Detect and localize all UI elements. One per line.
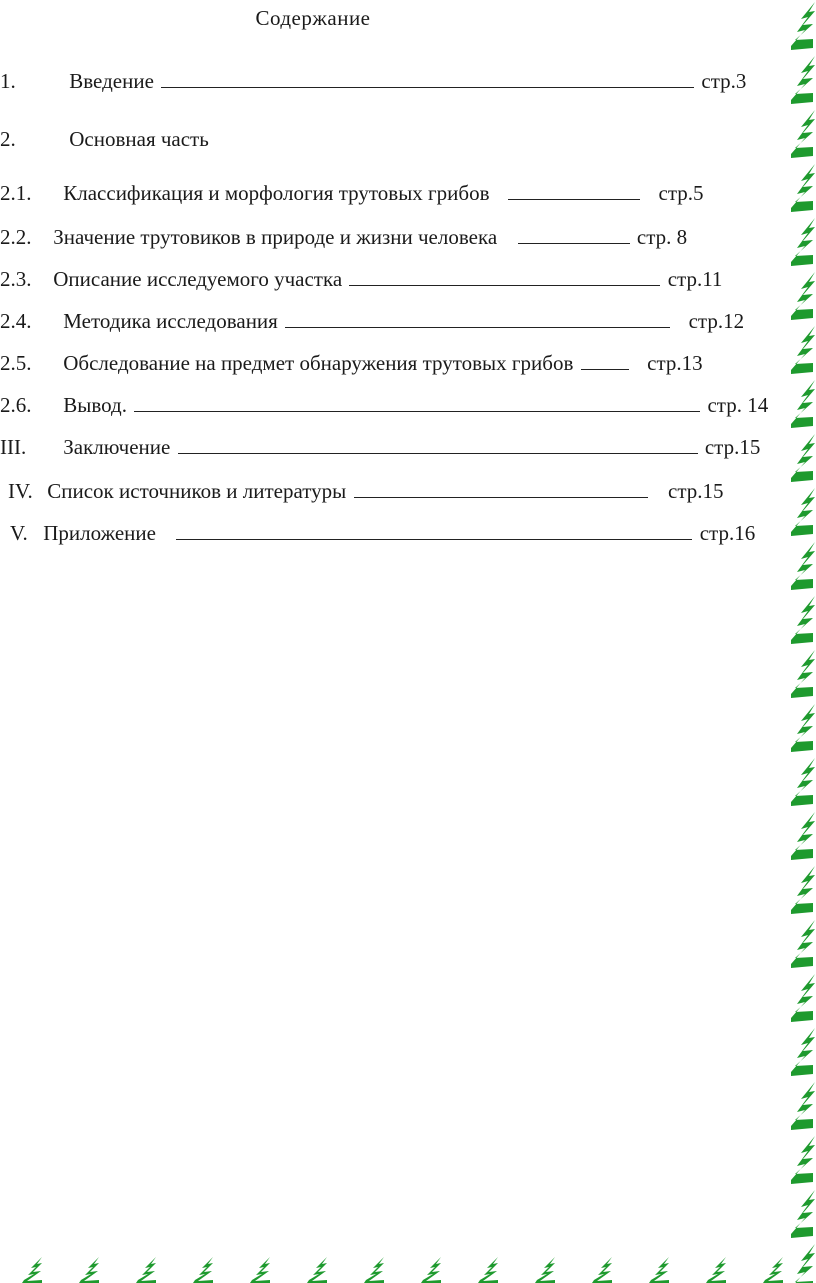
toc-number: 2. xyxy=(0,127,16,151)
toc-line-2-2[interactable] xyxy=(0,222,687,252)
toc-text: Приложение xyxy=(43,521,156,545)
fir-tree-icon xyxy=(791,272,815,320)
fir-tree-icon xyxy=(193,1257,213,1283)
toc-number: 2.1. xyxy=(0,181,32,205)
toc-text: Классификация и морфология трутовых грибов xyxy=(63,181,490,205)
toc-page: стр. 14 xyxy=(707,393,769,417)
fir-tree-icon xyxy=(791,110,815,158)
toc-line-2-4[interactable] xyxy=(0,306,744,336)
fir-tree-icon xyxy=(791,974,815,1022)
fir-tree-icon xyxy=(791,488,815,536)
fir-tree-icon xyxy=(791,1190,815,1238)
leader-rule xyxy=(508,178,640,200)
toc-page: стр.11 xyxy=(667,267,723,291)
leader-rule xyxy=(354,476,648,498)
toc-text: Значение трутовиков в природе и жизни человека xyxy=(53,225,498,249)
fir-tree-icon xyxy=(421,1257,441,1283)
toc-text: Обследование на предмет обнаружения трутовых грибов xyxy=(63,351,574,375)
fir-tree-border-bottom xyxy=(0,1255,790,1283)
fir-tree-icon xyxy=(791,1136,815,1184)
fir-tree-icon xyxy=(791,434,815,482)
fir-tree-icon xyxy=(791,56,815,104)
toc-number: III. xyxy=(0,435,27,459)
toc-number: 2.4. xyxy=(0,309,32,333)
leader-rule xyxy=(178,432,698,454)
fir-tree-icon xyxy=(791,920,815,968)
toc-line-2-3[interactable] xyxy=(0,264,722,294)
fir-tree-icon xyxy=(791,380,815,428)
fir-tree-icon xyxy=(364,1257,384,1283)
toc-number: 1. xyxy=(0,69,16,93)
fir-tree-icon xyxy=(791,866,815,914)
toc-text: Методика исследования xyxy=(63,309,278,333)
fir-tree-icon xyxy=(79,1257,99,1283)
toc-text: Список источников и литературы xyxy=(47,479,347,503)
toc-number: V. xyxy=(10,521,28,545)
toc-line-2-1[interactable] xyxy=(0,178,704,208)
toc-number: 2.3. xyxy=(0,267,32,291)
fir-tree-icon xyxy=(791,542,815,590)
fir-tree-icon xyxy=(136,1257,156,1283)
toc-line-2-5[interactable] xyxy=(0,348,703,378)
fir-tree-icon xyxy=(791,812,815,860)
fir-tree-icon xyxy=(791,704,815,752)
fir-tree-icon xyxy=(763,1257,783,1283)
fir-tree-icon xyxy=(791,1082,815,1130)
toc-page: стр.13 xyxy=(647,351,703,375)
page-title: Содержание xyxy=(255,6,371,30)
toc-text: Заключение xyxy=(63,435,171,459)
fir-tree-icon xyxy=(706,1257,726,1283)
toc-text: Основная часть xyxy=(69,127,209,151)
fir-tree-icon xyxy=(791,650,815,698)
toc-line-sources[interactable] xyxy=(8,476,724,506)
fir-tree-border-right xyxy=(786,0,816,1283)
toc-number: IV. xyxy=(8,479,33,503)
leader-rule xyxy=(349,264,660,286)
fir-tree-icon xyxy=(791,2,815,50)
leader-rule xyxy=(134,390,700,412)
leader-rule xyxy=(518,222,630,244)
toc-line-2-6[interactable] xyxy=(0,390,768,420)
toc-page: стр.12 xyxy=(688,309,745,333)
leader-rule xyxy=(161,66,694,88)
fir-tree-icon xyxy=(649,1257,669,1283)
toc-page: стр.16 xyxy=(699,521,756,545)
toc-page: стр.3 xyxy=(701,69,747,93)
fir-tree-icon xyxy=(791,1028,815,1076)
leader-rule xyxy=(285,306,670,328)
toc-number: 2.2. xyxy=(0,225,32,249)
toc-line-appendix[interactable] xyxy=(10,518,755,548)
leader-rule xyxy=(176,518,692,540)
fir-tree-icon xyxy=(535,1257,555,1283)
fir-tree-icon xyxy=(791,758,815,806)
fir-tree-icon xyxy=(791,326,815,374)
fir-tree-icon xyxy=(307,1257,327,1283)
fir-tree-icon xyxy=(478,1257,498,1283)
fir-tree-icon xyxy=(791,1244,815,1283)
fir-tree-icon xyxy=(791,164,815,212)
leader-rule xyxy=(581,348,629,370)
fir-tree-icon xyxy=(250,1257,270,1283)
toc-number: 2.5. xyxy=(0,351,32,375)
fir-tree-icon xyxy=(22,1257,42,1283)
toc-line-main[interactable] xyxy=(0,124,209,154)
toc-text: Вывод. xyxy=(63,393,127,417)
toc-page: стр.5 xyxy=(658,181,704,205)
fir-tree-icon xyxy=(791,218,815,266)
toc-text: Введение xyxy=(69,69,154,93)
toc-line-intro[interactable] xyxy=(0,66,746,96)
toc-line-conclusion[interactable] xyxy=(0,432,760,462)
fir-tree-icon xyxy=(592,1257,612,1283)
toc-text: Описание исследуемого участка xyxy=(53,267,343,291)
toc-page: стр. 8 xyxy=(636,225,688,249)
toc-page: стр.15 xyxy=(668,479,724,503)
toc-number: 2.6. xyxy=(0,393,32,417)
fir-tree-icon xyxy=(791,596,815,644)
toc-page: стр.15 xyxy=(704,435,761,459)
